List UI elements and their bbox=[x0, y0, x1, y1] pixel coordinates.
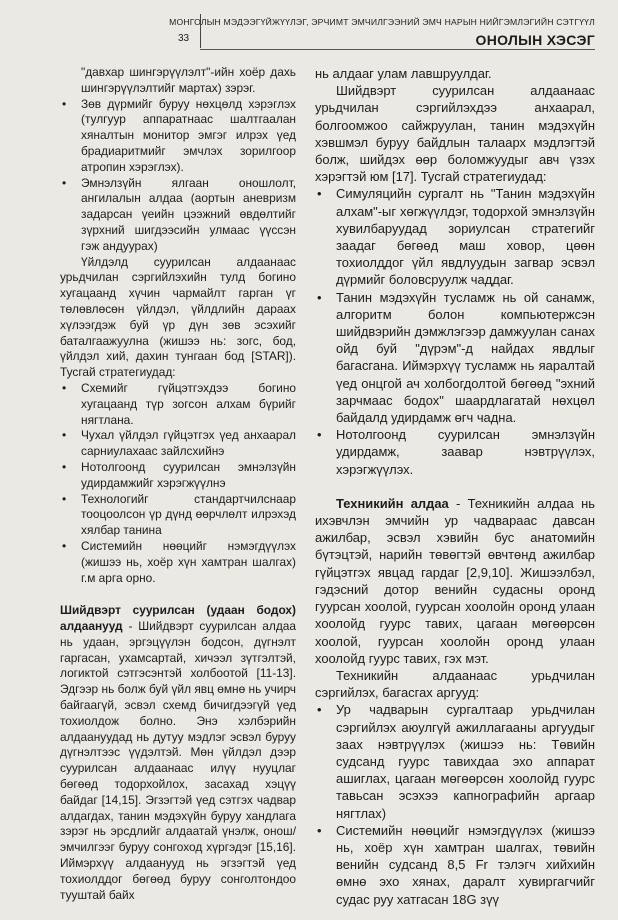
prevention-list bbox=[315, 701, 595, 907]
paragraph: Үйлдэлд суурилсан алдаанаас урьдчилан сэргийлэхийн тулд богино хугацаанд хүчин чармайлт гарган үг төлөвлөсөн үйлдэл, үйлдлийн дараах хүлээгдэж буй үр дүн зөв эсэхийг баталгаажуулна (жишээ нь: зогс, бод, үйлдэл хий, дахин тунгаан бод [STAR]). Тусгай стратегиудад: bbox=[60, 254, 296, 380]
paragraph-text: - Техникийн алдаа нь ихэвчлэн эмчийн ур чадвараас давсан ажилбар, эсвэл хэвийн бус анатомийн бүтэцтэй, нарийн төвөгтэй өвчтөнд ажилбар гүйцэтгэх явцад гардаг [2,9,10]. Жишээлбэл, гэдэсний дотор венийн судасны оронд гуурсан хоолой, гуурсан хоолойн оронд улаан хоолойд гуурс тавих, цагаан мөгөөрсөн хоолой, гуурсан хоолойн оронд улаан хоолойд гуурс тавих, гэх мэт. bbox=[315, 495, 595, 666]
strategy-list bbox=[60, 381, 296, 586]
list-item: • Чухал үйлдэл гүйцэтгэх үед анхаарал сарниулахаас зайлсхийнэ bbox=[60, 428, 296, 460]
paragraph-text: - Шийдвэрт суурилсан алдаа нь удаан, эргэцүүлэн бодсон, дүгнэлт гаргасан, ухамсартай, хичээл зүтгэлтэй, логиктой сэтгэсэнтэй холбоотой [11-13]. Эдгээр нь болж буй үйл явц өмнө нь учирч байгаагүй, эсвэл схемд бичигдээгүй үед тохиолдож болно. Энэ хэлбэрийн алдаануудад нь дутуу мэдлэг эсвэл буруу дүгнэлтээс үүдэлтэй. Мөн үйлдэл дээр суурилсан алдаанаас илүү нууцлаг бөгөөд тодорхойлох, засахад хэцүү байдаг [14,15]. Эгзэгтэй үед сэтгэх чадвар алдагдах, танин мэдэхүйн буруу хандлага зэрэг нь эрсдлийг алдаатай үнэлж, онош/эмчилгээг буруу сонгоход хүргэдэг [15,16]. Иймэрхүү алдаанууд нь эгзэгтэй үед тохиолддог бөгөөд буруу сонголтондоо тууштай байх bbox=[60, 619, 296, 902]
list-item: • Танин мэдэхүйн тусламж нь ой санамж, алгоритм болон компьютержсэн шийдвэрийн дэмжлэгээр дамжуулан санах ойд буй "дүрэм"-д найдах явдлыг багасгана. Иймэрхүү тусламж нь яаралтай үед онцгой ач холбогдолтой бөгөөд "эхний зарчмаас бодох" шаардлагатай нөхцөл байдалд удирдамж өгч чадна. bbox=[315, 289, 595, 427]
technical-error-paragraph bbox=[315, 495, 595, 667]
list-item: • Эмнэлзүйн ялгаан оношлолт, ангилалын алдаа (аортын аневризм задарсан үеийн цээжний өвдөлтийг зүрхний шигдээсийн улмаас үүссэн гэж андуурах) bbox=[60, 176, 296, 255]
right-column bbox=[315, 65, 595, 908]
section-heading: Шийдвэрт суурилсан (удаан бодох) алдаанууд bbox=[60, 603, 296, 634]
continuation-text: нь алдааг улам лавшруулдаг. bbox=[315, 66, 492, 81]
list-item: • Зөв дүрмийг буруу нөхцөлд хэрэглэх (тулгуур аппаратнаас шалтгаалан хяналтын монитор эмгэг илрэх үед брадиаритмийг эмчлэх зорилгоор атропин хэрэглэх). bbox=[60, 97, 296, 176]
section-title: ОНОЛЫН ХЭСЭГ bbox=[475, 32, 595, 48]
section-heading: Техникийн алдаа bbox=[336, 495, 449, 511]
journal-title: МОНГОЛЫН МЭДЭЭГҮЙЖҮҮЛЭГ, ЭРЧИМТ ЭМЧИЛГЭЭНИЙ ЭМЧ НАРЫН НИЙГЭМЛЭГИЙН СЭТГҮҮЛ bbox=[169, 17, 595, 27]
list-item: • Нотолгоонд суурилсан эмнэлзүйн удирдамж, заавар нэвтрүүлэх, хэрэгжүүлэх. bbox=[315, 426, 595, 478]
strategy-list bbox=[315, 185, 595, 477]
left-column bbox=[60, 65, 296, 903]
decision-error-paragraph bbox=[60, 603, 296, 903]
list-item: • Ур чадварын сургалтаар урьдчилан сэргийлэх аюулгүй ажиллагааны аргуудыг заах нэвтрүүлэх (жишээ нь: Төвийн судсанд гуурс тавихдаа эхо аппарат ашиглах, цагаан мөгөөрсөн хоолойд гуурс тавьсан эсэхээ капнографийн аргаар нягтлах) bbox=[315, 701, 595, 821]
paragraph: Шийдвэрт суурилсан алдаанаас урьдчилан сэргийлэхдээ анхаарал, болгоомжоо сайжруулан, танин мэдэхүйн хэвшмэл буруу байдлын талаарх мэдлэгтэй болж, шийдэх өөр боломжуудыг авч үзэх хэрэгтэй юм [17]. Тусгай стратегиудад: bbox=[315, 83, 595, 185]
list-item: • Схемийг гүйцэтгэхдээ богино хугацаанд түр зогсон алхам бүрийг нягтлана. bbox=[60, 381, 296, 428]
list-item: • Системийн нөөцийг нэмэгдүүлэх (жишээ нь, хоёр хүн хамтран шалгах) г.м арга орно. bbox=[60, 539, 296, 586]
header-rule bbox=[200, 49, 595, 50]
list-item: • Симуляцийн сургалт нь "Танин мэдэхүйн алхам"-ыг хөгжүүлдэг, тодорхой эмнэлзүйн хувилбаруудад зориулсан стратегийг заадаг бөгөөд маш ховор, цөөн тохиолддог үйл явдлуудын загвар эсвэл дүрмийг боловсруулж чаддаг. bbox=[315, 185, 595, 288]
paragraph: Техникийн алдаанаас урьдчилан сэргийлэх, багасгах аргууд: bbox=[315, 667, 595, 701]
page-number: 33 bbox=[178, 33, 190, 44]
list-item: • Нотолгоонд суурилсан эмнэлзүйн удирдамжийг хэрэгжүүлнэ bbox=[60, 460, 296, 492]
error-examples-list bbox=[60, 97, 296, 255]
list-item: • Технологийг стандартчилснаар тооцоолсон үр дүнд өөрчлөлт илрэхэд хялбар танина bbox=[60, 492, 296, 539]
list-item: • Системийн нөөцийг нэмэгдүүлэх (жишээ нь, хоёр хүн хамтран шалгах, төвийн венийн судсанд 8,5 Fr тэлэгч хийхийн өмнө эхо хянах, даралт хувиргагчийг судас руу хатгасан 18G зүү bbox=[315, 822, 595, 908]
continuation-text: "давхар шингэрүүлэлт"-ийн хоёр дахь шингэрүүлэлтийг мартах) зэрэг. bbox=[81, 65, 296, 95]
